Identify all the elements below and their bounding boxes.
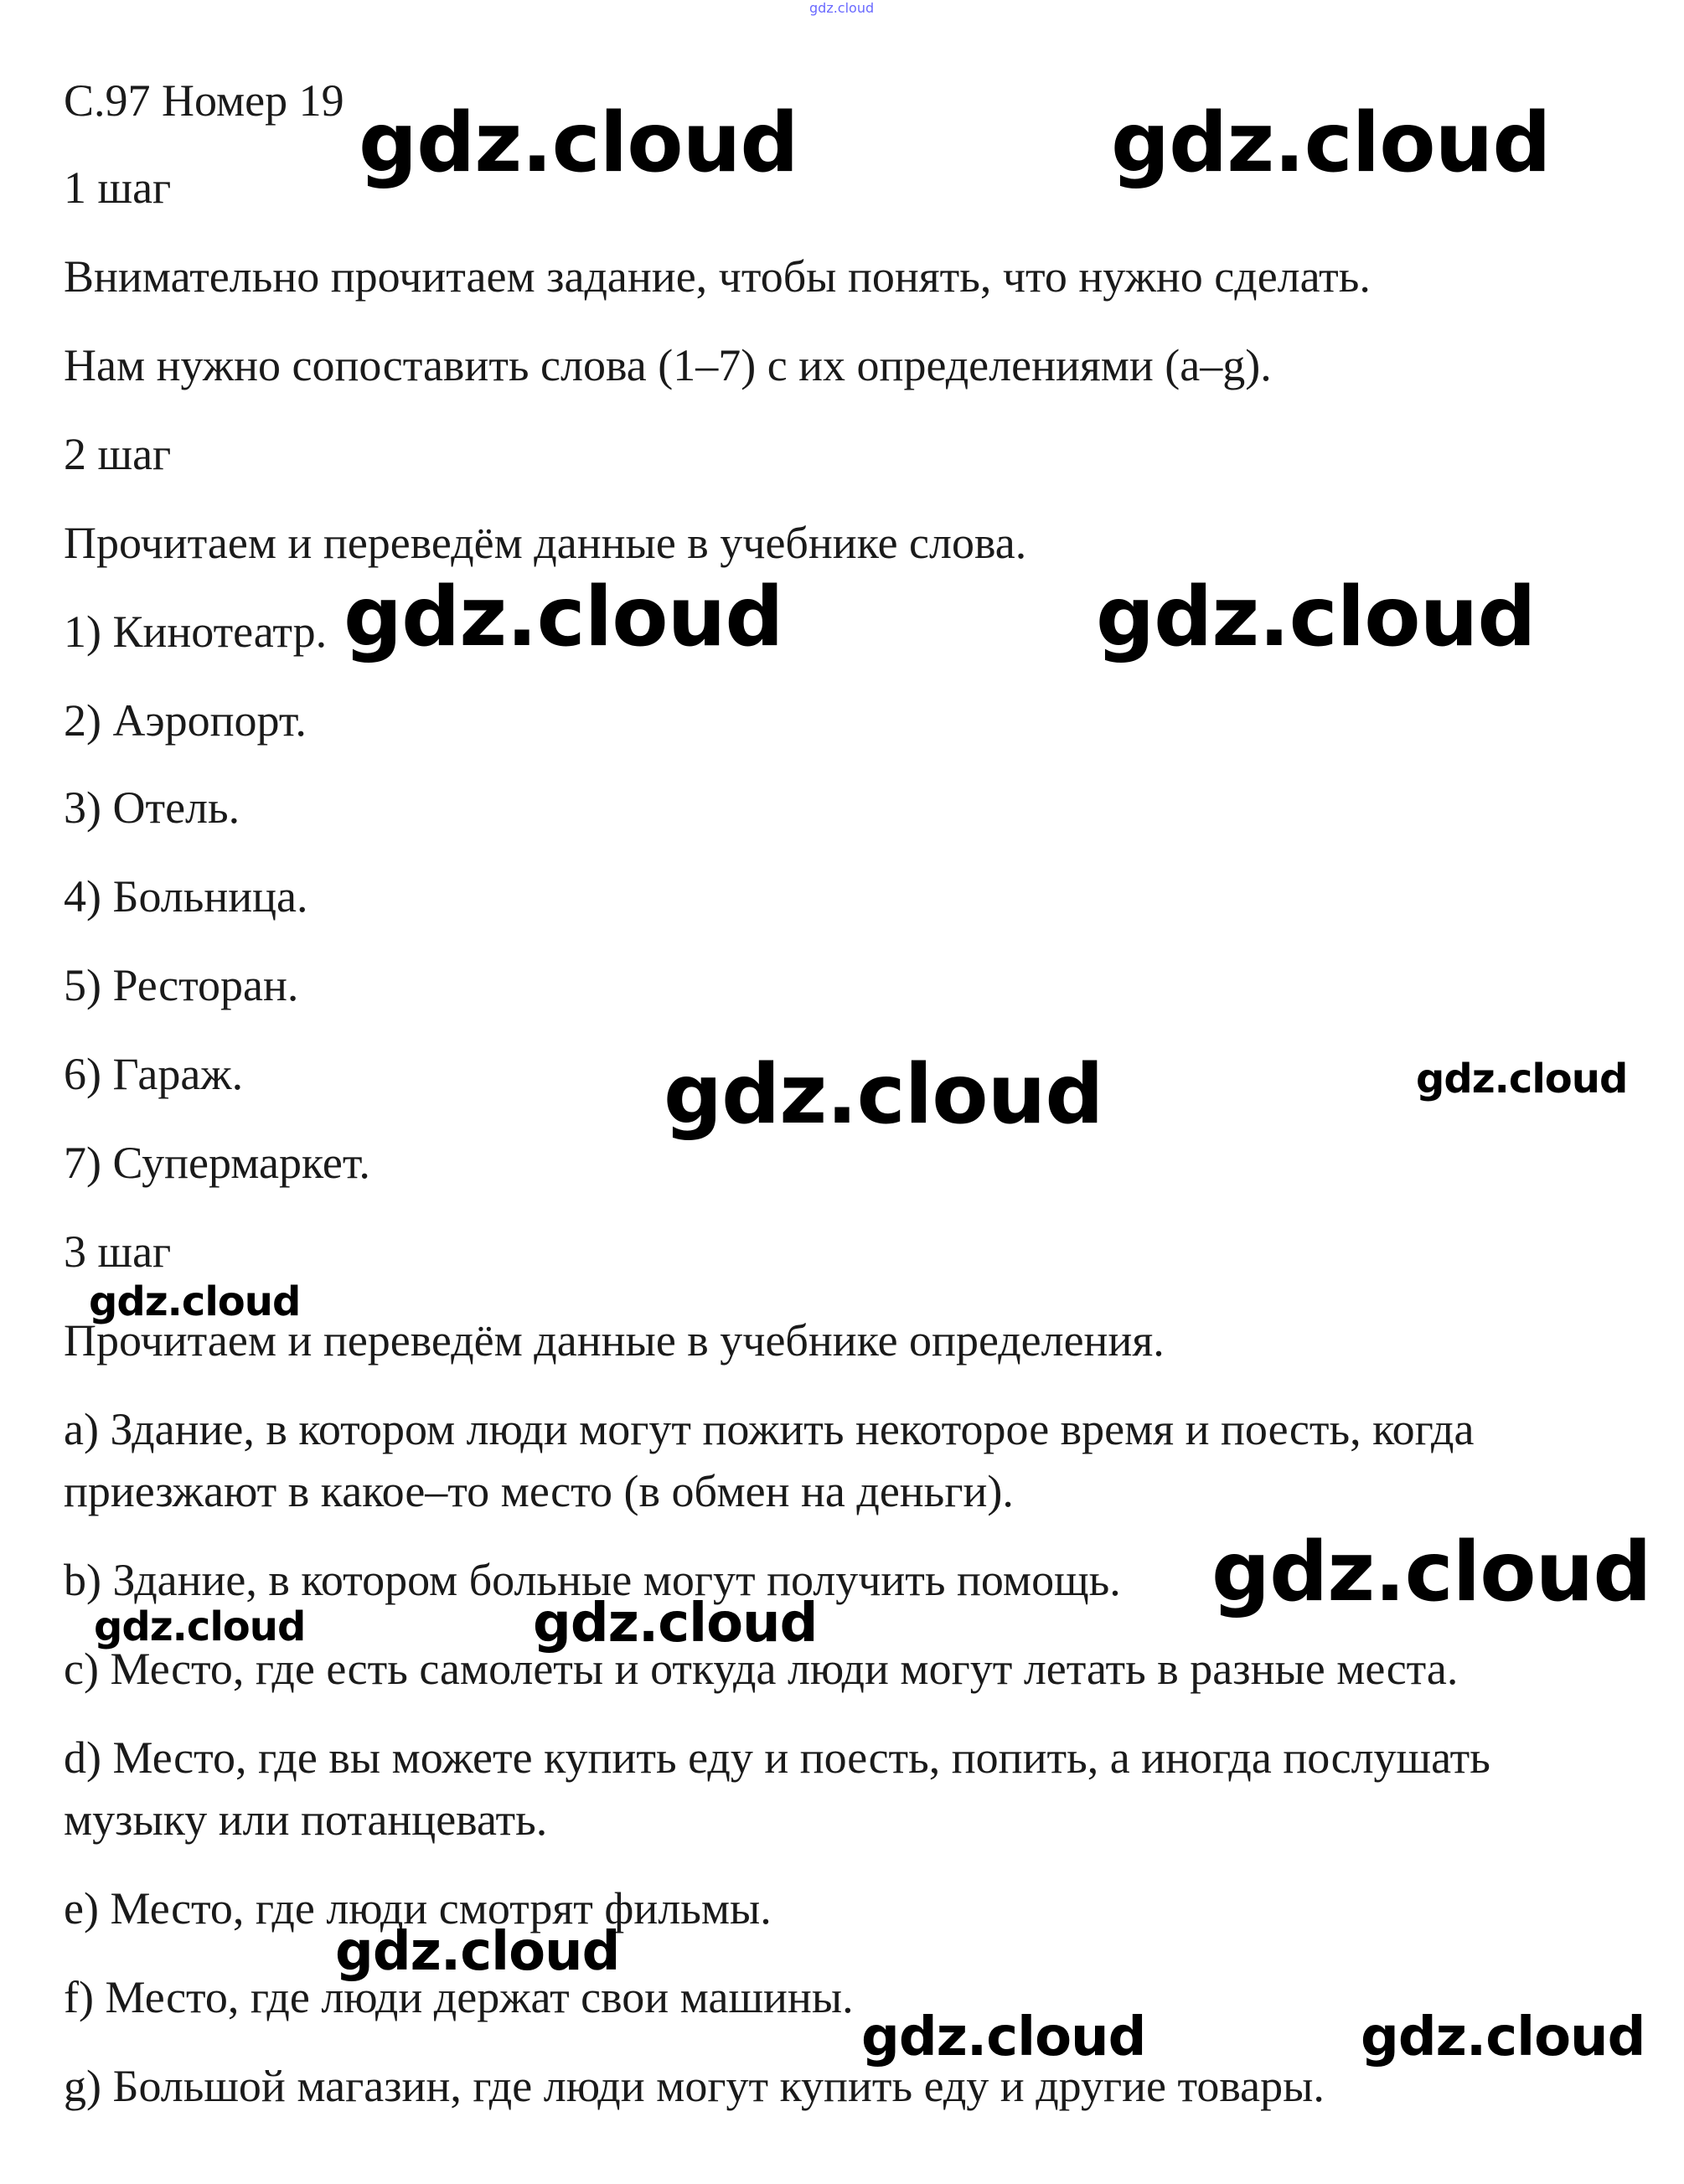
step-2-intro: Прочитаем и переведём данные в учебнике слова. <box>64 518 1027 568</box>
word-item: 3) Отель. <box>64 782 240 833</box>
word-item: 6) Гараж. <box>64 1049 244 1099</box>
step-1-paragraph-2: Нам нужно сопоставить слова (1–7) с их определениями (a–g). <box>64 340 1272 390</box>
definition-b: b) Здание, в котором больные могут получить помощь. <box>64 1555 1121 1605</box>
word-item: 5) Ресторан. <box>64 960 299 1010</box>
step-1-label: 1 шаг <box>64 163 172 213</box>
definition-g: g) Большой магазин, где люди могут купить еду и другие товары. <box>64 2061 1325 2111</box>
definition-d-line-2: музыку или потанцевать. <box>64 1794 548 1845</box>
watermark: gdz.cloud <box>1111 96 1551 191</box>
watermark: gdz.cloud <box>359 96 798 191</box>
watermark: gdz.cloud <box>1096 570 1536 665</box>
page-title: С.97 Номер 19 <box>64 75 344 126</box>
step-1-paragraph-1: Внимательно прочитаем задание, чтобы понять, что нужно сделать. <box>64 251 1371 302</box>
watermark: gdz.cloud <box>94 1603 306 1650</box>
step-2-label: 2 шаг <box>64 429 172 479</box>
word-item: 2) Аэропорт. <box>64 695 307 746</box>
word-item: 7) Супермаркет. <box>64 1138 370 1188</box>
definition-e: e) Место, где люди смотрят фильмы. <box>64 1883 772 1934</box>
step-3-intro: Прочитаем и переведём данные в учебнике определения. <box>64 1315 1165 1366</box>
watermark: gdz.cloud <box>89 1278 301 1325</box>
watermark: gdz.cloud <box>1211 1525 1651 1620</box>
watermark: gdz.cloud <box>861 2006 1146 2068</box>
definition-d-line-1: d) Место, где вы можете купить еду и поесть, попить, а иногда послушать <box>64 1732 1490 1783</box>
definition-a-line-2: приезжают в какое–то место (в обмен на деньги). <box>64 1466 1014 1516</box>
watermark: gdz.cloud <box>533 1593 818 1655</box>
word-item: 1) Кинотеатр. <box>64 607 328 657</box>
watermark: gdz.cloud <box>1361 2006 1645 2068</box>
watermark: gdz.cloud <box>1416 1056 1628 1102</box>
watermark: gdz.cloud <box>664 1047 1103 1143</box>
step-3-label: 3 шаг <box>64 1226 172 1277</box>
watermark-top: gdz.cloud <box>809 0 875 16</box>
watermark: gdz.cloud <box>344 570 783 665</box>
definition-a-line-1: a) Здание, в котором люди могут пожить некоторое время и поесть, когда <box>64 1404 1475 1454</box>
word-item: 4) Больница. <box>64 871 308 922</box>
watermark: gdz.cloud <box>335 1921 620 1983</box>
definition-f: f) Место, где люди держат свои машины. <box>64 1972 854 2022</box>
definition-c: c) Место, где есть самолеты и откуда люди могут летать в разные места. <box>64 1644 1459 1694</box>
